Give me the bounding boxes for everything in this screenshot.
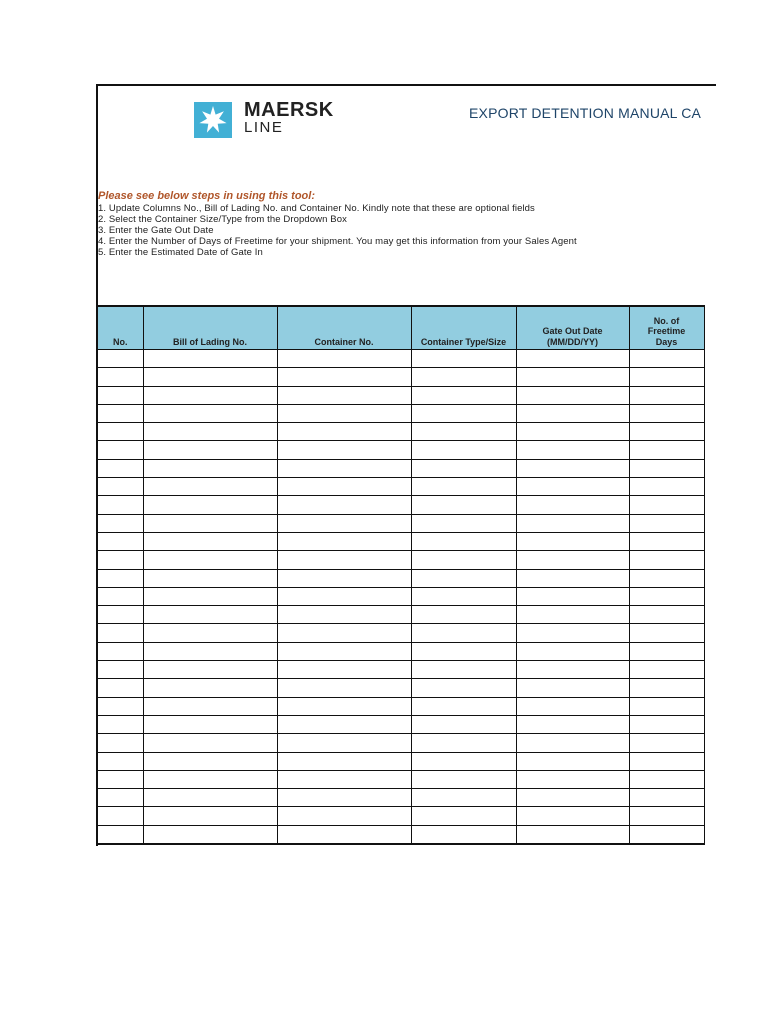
instruction-step: 3. Enter the Gate Out Date [98,225,214,236]
cell-container-no[interactable] [277,532,411,550]
cell-container-no[interactable] [277,679,411,697]
cell-container-type[interactable] [411,679,516,697]
cell-freetime-days[interactable] [629,661,704,679]
cell-freetime-days[interactable] [629,715,704,733]
cell-container-no[interactable] [277,404,411,422]
table-row [97,496,704,514]
cell-gate-out-date[interactable] [516,368,629,386]
cell-freetime-days[interactable] [629,350,704,368]
cell-bill-of-lading[interactable] [143,752,277,770]
cell-freetime-days[interactable] [629,386,704,404]
cell-bill-of-lading[interactable] [143,770,277,788]
cell-container-no[interactable] [277,350,411,368]
cell-gate-out-date[interactable] [516,423,629,441]
cell-gate-out-date[interactable] [516,441,629,459]
table-row [97,368,704,386]
logo-subtitle: LINE [244,119,284,136]
table-row [97,514,704,532]
cell-no[interactable] [97,551,143,569]
table-row [97,825,704,844]
cell-no[interactable] [97,715,143,733]
cell-freetime-days[interactable] [629,441,704,459]
cell-bill-of-lading[interactable] [143,789,277,807]
cell-container-type[interactable] [411,734,516,752]
cell-bill-of-lading[interactable] [143,807,277,825]
cell-no[interactable] [97,825,143,844]
cell-bill-of-lading[interactable] [143,496,277,514]
cell-container-type[interactable] [411,825,516,844]
cell-container-no[interactable] [277,551,411,569]
cell-container-type[interactable] [411,789,516,807]
cell-gate-out-date[interactable] [516,551,629,569]
cell-container-type[interactable] [411,423,516,441]
cell-no[interactable] [97,514,143,532]
cell-gate-out-date[interactable] [516,404,629,422]
frame-top-border [96,84,716,86]
cell-bill-of-lading[interactable] [143,587,277,605]
cell-no[interactable] [97,368,143,386]
instruction-step: 4. Enter the Number of Days of Freetime for your shipment. You may get this information from your Sales Agent [98,236,577,247]
cell-container-type[interactable] [411,569,516,587]
table-row [97,441,704,459]
cell-gate-out-date[interactable] [516,624,629,642]
cell-no[interactable] [97,752,143,770]
cell-bill-of-lading[interactable] [143,368,277,386]
cell-no[interactable] [97,697,143,715]
cell-freetime-days[interactable] [629,807,704,825]
cell-gate-out-date[interactable] [516,789,629,807]
cell-container-type[interactable] [411,551,516,569]
cell-container-no[interactable] [277,697,411,715]
cell-no[interactable] [97,496,143,514]
cell-container-no[interactable] [277,661,411,679]
cell-bill-of-lading[interactable] [143,825,277,844]
table-row [97,642,704,660]
cell-container-no[interactable] [277,441,411,459]
table-row [97,532,704,550]
cell-container-no[interactable] [277,825,411,844]
cell-bill-of-lading[interactable] [143,734,277,752]
table-row [97,770,704,788]
cell-gate-out-date[interactable] [516,679,629,697]
cell-container-type[interactable] [411,661,516,679]
cell-freetime-days[interactable] [629,697,704,715]
cell-gate-out-date[interactable] [516,350,629,368]
cell-freetime-days[interactable] [629,459,704,477]
cell-freetime-days[interactable] [629,423,704,441]
cell-bill-of-lading[interactable] [143,606,277,624]
cell-gate-out-date[interactable] [516,807,629,825]
table-row [97,789,704,807]
worksheet [96,84,716,846]
cell-bill-of-lading[interactable] [143,532,277,550]
cell-gate-out-date[interactable] [516,734,629,752]
instructions-heading: Please see below steps in using this tool: [98,190,315,202]
cell-no[interactable] [97,459,143,477]
cell-no[interactable] [97,770,143,788]
cell-gate-out-date[interactable] [516,606,629,624]
cell-container-type[interactable] [411,514,516,532]
column-header-bill-of-lading: Bill of Lading No. [143,306,277,350]
cell-freetime-days[interactable] [629,770,704,788]
cell-no[interactable] [97,404,143,422]
table-row [97,459,704,477]
cell-no[interactable] [97,386,143,404]
cell-gate-out-date[interactable] [516,587,629,605]
cell-container-no[interactable] [277,368,411,386]
cell-container-no[interactable] [277,789,411,807]
table-row [97,679,704,697]
cell-no[interactable] [97,734,143,752]
cell-no[interactable] [97,606,143,624]
cell-container-type[interactable] [411,587,516,605]
table-body [97,350,704,845]
cell-gate-out-date[interactable] [516,642,629,660]
cell-gate-out-date[interactable] [516,697,629,715]
cell-container-type[interactable] [411,478,516,496]
cell-freetime-days[interactable] [629,825,704,844]
cell-gate-out-date[interactable] [516,752,629,770]
cell-container-type[interactable] [411,697,516,715]
cell-container-no[interactable] [277,423,411,441]
cell-gate-out-date[interactable] [516,661,629,679]
instruction-step: 2. Select the Container Size/Type from the Dropdown Box [98,214,347,225]
cell-gate-out-date[interactable] [516,386,629,404]
document-title: EXPORT DETENTION MANUAL CA [469,105,702,121]
column-header-no: No. [97,306,143,350]
cell-bill-of-lading[interactable] [143,404,277,422]
cell-container-type[interactable] [411,350,516,368]
cell-container-no[interactable] [277,587,411,605]
cell-bill-of-lading[interactable] [143,715,277,733]
cell-container-no[interactable] [277,569,411,587]
table-row [97,807,704,825]
cell-container-type[interactable] [411,624,516,642]
cell-freetime-days[interactable] [629,514,704,532]
cell-container-no[interactable] [277,496,411,514]
cell-no[interactable] [97,661,143,679]
cell-freetime-days[interactable] [629,368,704,386]
cell-bill-of-lading[interactable] [143,624,277,642]
cell-bill-of-lading[interactable] [143,679,277,697]
cell-bill-of-lading[interactable] [143,569,277,587]
table-row [97,423,704,441]
cell-gate-out-date[interactable] [516,532,629,550]
cell-container-type[interactable] [411,404,516,422]
table-row [97,661,704,679]
cell-container-type[interactable] [411,606,516,624]
cell-container-type[interactable] [411,807,516,825]
cell-container-type[interactable] [411,752,516,770]
cell-freetime-days[interactable] [629,734,704,752]
cell-container-type[interactable] [411,386,516,404]
cell-bill-of-lading[interactable] [143,661,277,679]
table-row [97,624,704,642]
instruction-step: 1. Update Columns No., Bill of Lading No. and Container No. Kindly note that these are optional fields [98,203,535,214]
column-header-freetime-days: No. of Freetime Days [629,306,704,350]
cell-bill-of-lading[interactable] [143,423,277,441]
cell-freetime-days[interactable] [629,642,704,660]
cell-container-type[interactable] [411,441,516,459]
cell-container-type[interactable] [411,532,516,550]
cell-gate-out-date[interactable] [516,459,629,477]
cell-container-no[interactable] [277,770,411,788]
cell-freetime-days[interactable] [629,587,704,605]
cell-bill-of-lading[interactable] [143,551,277,569]
cell-bill-of-lading[interactable] [143,642,277,660]
cell-container-no[interactable] [277,514,411,532]
cell-no[interactable] [97,350,143,368]
cell-no[interactable] [97,587,143,605]
instruction-step: 5. Enter the Estimated Date of Gate In [98,247,263,258]
table-row [97,606,704,624]
cell-container-no[interactable] [277,734,411,752]
table-row [97,386,704,404]
cell-container-no[interactable] [277,606,411,624]
cell-container-no[interactable] [277,715,411,733]
cell-no[interactable] [97,789,143,807]
cell-container-no[interactable] [277,642,411,660]
cell-no[interactable] [97,532,143,550]
cell-container-no[interactable] [277,807,411,825]
cell-freetime-days[interactable] [629,569,704,587]
cell-freetime-days[interactable] [629,404,704,422]
cell-freetime-days[interactable] [629,679,704,697]
table-row [97,587,704,605]
column-header-gate-out-date: Gate Out Date (MM/DD/YY) [516,306,629,350]
cell-no[interactable] [97,624,143,642]
cell-no[interactable] [97,642,143,660]
cell-bill-of-lading[interactable] [143,441,277,459]
cell-bill-of-lading[interactable] [143,697,277,715]
instructions [98,190,708,258]
cell-container-no[interactable] [277,624,411,642]
table-row [97,350,704,368]
cell-no[interactable] [97,478,143,496]
cell-freetime-days[interactable] [629,532,704,550]
cell-gate-out-date[interactable] [516,825,629,844]
cell-no[interactable] [97,441,143,459]
table-row [97,404,704,422]
table-row [97,551,704,569]
cell-container-type[interactable] [411,459,516,477]
cell-container-no[interactable] [277,459,411,477]
cell-container-no[interactable] [277,752,411,770]
cell-no[interactable] [97,423,143,441]
cell-container-no[interactable] [277,386,411,404]
cell-freetime-days[interactable] [629,478,704,496]
cell-bill-of-lading[interactable] [143,350,277,368]
cell-freetime-days[interactable] [629,606,704,624]
table-row [97,697,704,715]
cell-container-type[interactable] [411,642,516,660]
cell-gate-out-date[interactable] [516,514,629,532]
cell-container-type[interactable] [411,496,516,514]
cell-freetime-days[interactable] [629,789,704,807]
cell-gate-out-date[interactable] [516,496,629,514]
cell-bill-of-lading[interactable] [143,478,277,496]
cell-gate-out-date[interactable] [516,770,629,788]
cell-container-type[interactable] [411,715,516,733]
cell-freetime-days[interactable] [629,551,704,569]
cell-gate-out-date[interactable] [516,569,629,587]
table-row [97,734,704,752]
table-row [97,752,704,770]
cell-bill-of-lading[interactable] [143,386,277,404]
cell-no[interactable] [97,807,143,825]
table-header-row [97,306,704,350]
table-row [97,569,704,587]
table-row [97,715,704,733]
cell-gate-out-date[interactable] [516,478,629,496]
cell-container-type[interactable] [411,770,516,788]
cell-freetime-days[interactable] [629,752,704,770]
table-row [97,478,704,496]
cell-bill-of-lading[interactable] [143,514,277,532]
cell-freetime-days[interactable] [629,496,704,514]
cell-gate-out-date[interactable] [516,715,629,733]
cell-container-type[interactable] [411,368,516,386]
seven-pointed-star-icon [194,102,232,138]
detention-table [96,305,705,845]
column-header-container-no: Container No. [277,306,411,350]
column-header-container-type: Container Type/Size [411,306,516,350]
cell-freetime-days[interactable] [629,624,704,642]
cell-bill-of-lading[interactable] [143,459,277,477]
cell-no[interactable] [97,569,143,587]
cell-container-no[interactable] [277,478,411,496]
logo-wordmark: MAERSK [244,99,334,121]
cell-no[interactable] [97,679,143,697]
